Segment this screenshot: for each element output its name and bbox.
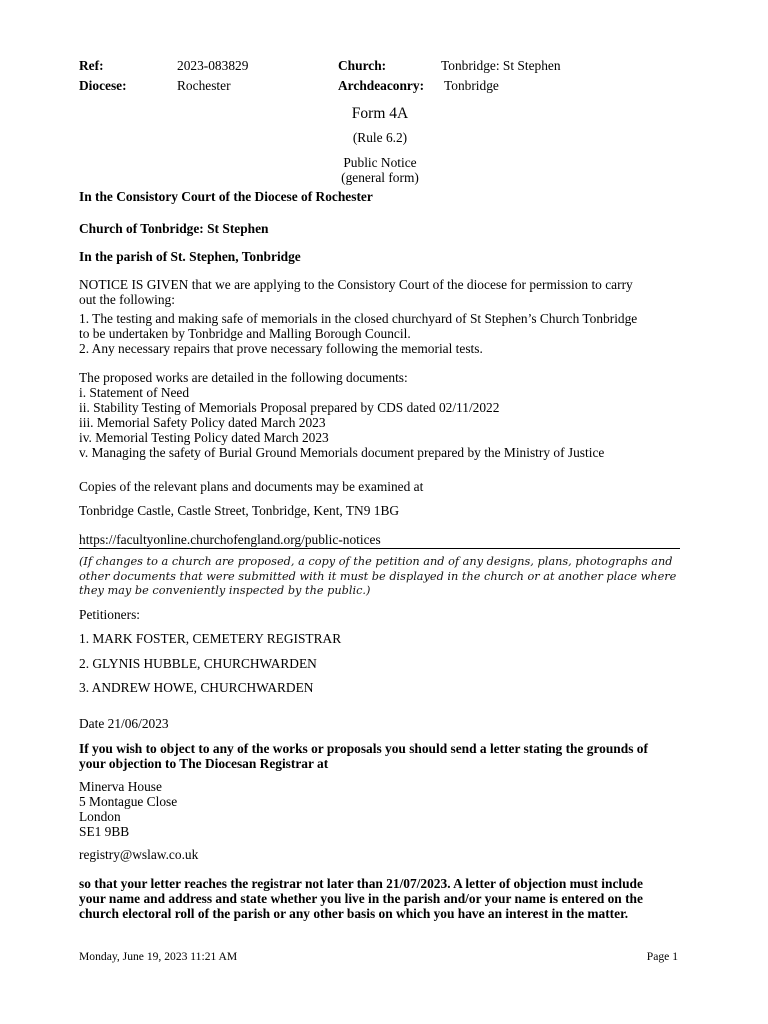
display-note xyxy=(79,555,676,599)
deadline-line: so that your letter reaches the registrar not later than 21/07/2023. A letter of objection must include xyxy=(79,876,643,891)
notice-item-line: 1. The testing and making safe of memorials in the closed churchyard of St Stephen’s Church Tonbridge xyxy=(79,311,638,326)
notice-type-line1: Public Notice xyxy=(343,155,417,170)
note-line: (If changes to a church are proposed, a copy of the petition and of any designs, plans, photographs and xyxy=(79,555,673,568)
note-line: they may be conveniently inspected by the public.) xyxy=(79,584,371,598)
archdeaconry-value: Tonbridge xyxy=(444,78,499,93)
footer-page-number: Page 1 xyxy=(646,950,678,963)
form-rule: (Rule 6.2) xyxy=(352,130,408,145)
examine-address: Tonbridge Castle, Castle Street, Tonbridge, Kent, TN9 1BG xyxy=(79,503,400,518)
notice-items xyxy=(79,311,637,356)
form-title: Form 4A xyxy=(351,105,409,122)
documents-list xyxy=(79,370,604,460)
notice-intro-line: out the following: xyxy=(79,292,175,307)
diocese-label: Diocese: xyxy=(79,78,127,93)
registrar-address xyxy=(79,779,177,839)
address-line: 5 Montague Close xyxy=(79,794,178,809)
objection-instructions xyxy=(79,741,648,771)
documents-intro: The proposed works are detailed in the following documents: xyxy=(79,370,408,385)
deadline-line: your name and address and state whether you live in the parish and/or your name is entered on the xyxy=(79,891,643,906)
deadline-paragraph xyxy=(79,876,643,921)
court-heading: In the Consistory Court of the Diocese of Rochester xyxy=(79,189,373,204)
notice-item-line: 2. Any necessary repairs that prove necessary following the memorial tests. xyxy=(79,341,483,356)
document-item: v. Managing the safety of Burial Ground Memorials document prepared by the Ministry of Justice xyxy=(79,445,605,460)
copies-text: Copies of the relevant plans and documents may be examined at xyxy=(79,479,424,494)
notice-date: Date 21/06/2023 xyxy=(79,716,169,731)
objection-line: If you wish to object to any of the works or proposals you should send a letter stating the grounds of xyxy=(79,741,648,756)
church-heading: Church of Tonbridge: St Stephen xyxy=(79,221,269,236)
notice-type-line2: (general form) xyxy=(341,170,419,185)
address-line: SE1 9BB xyxy=(79,824,130,839)
objection-line: your objection to The Diocesan Registrar at xyxy=(79,756,329,771)
parish-heading: In the parish of St. Stephen, Tonbridge xyxy=(79,249,301,264)
church-value: Tonbridge: St Stephen xyxy=(441,58,561,73)
deadline-line: church electoral roll of the parish or any other basis on which you have an interest in the matter. xyxy=(79,906,629,921)
note-line: other documents that were submitted with it must be displayed in the church or at another place where xyxy=(79,569,677,583)
divider xyxy=(79,548,680,549)
ref-label: Ref: xyxy=(79,58,104,73)
website-link[interactable]: https://facultyonline.churchofengland.org/public-notices xyxy=(79,532,381,547)
document-item: ii. Stability Testing of Memorials Proposal prepared by CDS dated 02/11/2022 xyxy=(79,400,500,415)
address-line: London xyxy=(79,809,121,824)
petitioner-item: 3. ANDREW HOWE, CHURCHWARDEN xyxy=(79,680,314,695)
document-item: iii. Memorial Safety Policy dated March 2023 xyxy=(79,415,326,430)
document-item: iv. Memorial Testing Policy dated March 2023 xyxy=(79,430,329,445)
archdeaconry-label: Archdeaconry: xyxy=(338,78,425,93)
notice-intro-line: NOTICE IS GIVEN that we are applying to the Consistory Court of the diocese for permission to carry xyxy=(79,277,633,292)
ref-value: 2023-083829 xyxy=(177,58,249,73)
petitioner-item: 1. MARK FOSTER, CEMETERY REGISTRAR xyxy=(79,631,342,646)
diocese-value: Rochester xyxy=(177,78,231,93)
notice-item-line: to be undertaken by Tonbridge and Malling Borough Council. xyxy=(79,326,411,341)
address-line: Minerva House xyxy=(79,779,162,794)
church-label: Church: xyxy=(338,58,387,73)
petitioners-label: Petitioners: xyxy=(79,607,140,622)
document-item: i. Statement of Need xyxy=(79,385,190,400)
registrar-email[interactable]: registry@wslaw.co.uk xyxy=(79,847,199,862)
petitioner-item: 2. GLYNIS HUBBLE, CHURCHWARDEN xyxy=(79,656,317,671)
notice-intro xyxy=(79,277,633,307)
footer-timestamp: Monday, June 19, 2023 11:21 AM xyxy=(79,950,238,963)
